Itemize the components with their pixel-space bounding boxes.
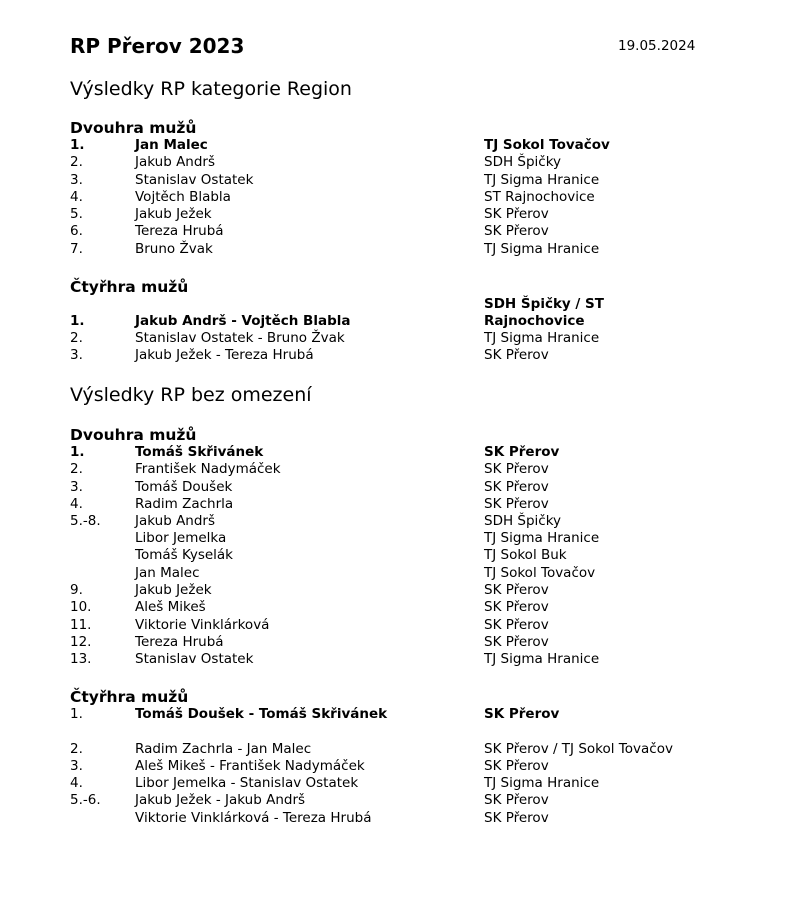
player-name: Vojtěch Blabla	[135, 189, 231, 205]
open-doubles-heading: Čtyřhra mužů	[70, 688, 189, 706]
club-name: SK Přerov	[484, 582, 549, 598]
club-name: ST Rajnochovice	[484, 189, 595, 205]
player-name: Jan Malec	[135, 565, 200, 581]
player-name: Stanislav Ostatek	[135, 651, 254, 667]
table-row	[70, 582, 770, 599]
rank: 3.	[70, 172, 83, 188]
rank: 3.	[70, 347, 83, 363]
rank: 6.	[70, 223, 83, 239]
table-row	[70, 154, 770, 171]
region-singles-heading: Dvouhra mužů	[70, 119, 197, 137]
player-name: Jakub Ježek	[135, 582, 212, 598]
club-name: SK Přerov	[484, 223, 549, 239]
rank: 3.	[70, 479, 83, 495]
club-name: SK Přerov	[484, 206, 549, 222]
pair-names: Jakub Ježek - Tereza Hrubá	[135, 347, 314, 363]
club-name: TJ Sokol Tovačov	[484, 565, 596, 581]
pair-names: Libor Jemelka - Stanislav Ostatek	[135, 775, 359, 791]
club-name: SK Přerov	[484, 758, 549, 774]
club-name: SK Přerov	[484, 634, 549, 650]
rank: 3.	[70, 758, 83, 774]
rank: 1.	[70, 706, 83, 722]
table-row	[70, 313, 770, 330]
table-row	[70, 634, 770, 651]
open-singles-heading: Dvouhra mužů	[70, 426, 197, 444]
club-name: SK Přerov	[484, 617, 549, 633]
table-row	[70, 330, 770, 347]
rank: 5.	[70, 206, 83, 222]
club-name: SK Přerov / TJ Sokol Tovačov	[484, 741, 673, 757]
rank: 2.	[70, 461, 83, 477]
club-name: SK Přerov	[484, 810, 549, 826]
pair-names: Jakub Ježek - Jakub Andrš	[135, 792, 306, 808]
player-name: Tomáš Skřivánek	[135, 444, 264, 460]
club-name: SK Přerov	[484, 496, 549, 512]
player-name: Jakub Andrš	[135, 513, 216, 529]
table-row	[70, 444, 770, 461]
section-heading-open: Výsledky RP bez omezení	[70, 384, 312, 406]
table-row	[70, 137, 770, 154]
table-row	[70, 206, 770, 223]
table-row	[70, 810, 770, 827]
club-name: SK Přerov	[484, 599, 549, 615]
club-name: TJ Sigma Hranice	[484, 530, 600, 546]
table-row	[70, 241, 770, 258]
player-name: Jakub Andrš	[135, 154, 216, 170]
player-name: Tereza Hrubá	[135, 634, 224, 650]
table-row	[70, 617, 770, 634]
region-doubles-heading: Čtyřhra mužů	[70, 278, 189, 296]
document-date: 19.05.2024	[618, 38, 696, 54]
rank: 9.	[70, 582, 83, 598]
pair-names: Viktorie Vinklárková - Tereza Hrubá	[135, 810, 372, 826]
rank: 10.	[70, 599, 92, 615]
rank: 7.	[70, 241, 83, 257]
table-row	[70, 547, 770, 564]
table-row	[70, 741, 770, 758]
pair-names: Stanislav Ostatek - Bruno Žvak	[135, 330, 345, 346]
club-name: SDH Špičky / ST Rajnochovice	[484, 296, 604, 329]
pair-names: Aleš Mikeš - František Nadymáček	[135, 758, 365, 774]
rank: 11.	[70, 617, 92, 633]
rank: 2.	[70, 330, 83, 346]
player-name: František Nadymáček	[135, 461, 281, 477]
table-row	[70, 513, 770, 530]
club-name: TJ Sokol Tovačov	[484, 137, 610, 153]
rank: 1.	[70, 313, 85, 329]
club-name: SK Přerov	[484, 444, 560, 460]
rank: 4.	[70, 496, 83, 512]
player-name: Stanislav Ostatek	[135, 172, 254, 188]
rank: 13.	[70, 651, 92, 667]
club-name: TJ Sigma Hranice	[484, 775, 600, 791]
club-name: SK Přerov	[484, 347, 549, 363]
club-name: SDH Špičky	[484, 154, 562, 170]
rank: 2.	[70, 741, 83, 757]
player-name: Radim Zachrla	[135, 496, 234, 512]
club-name: SK Přerov	[484, 706, 560, 722]
club-name: TJ Sigma Hranice	[484, 330, 600, 346]
club-name: SK Přerov	[484, 479, 549, 495]
rank: 5.-8.	[70, 513, 101, 529]
player-name: Viktorie Vinklárková	[135, 617, 270, 633]
table-row	[70, 530, 770, 547]
table-row	[70, 565, 770, 582]
rank: 2.	[70, 154, 83, 170]
table-row	[70, 651, 770, 668]
rank: 1.	[70, 137, 85, 153]
pair-names: Tomáš Doušek - Tomáš Skřivánek	[135, 706, 388, 722]
player-name: Jan Malec	[135, 137, 208, 153]
section-heading-region: Výsledky RP kategorie Region	[70, 78, 352, 100]
club-name: TJ Sigma Hranice	[484, 172, 600, 188]
table-row	[70, 758, 770, 775]
club-name: SK Přerov	[484, 792, 549, 808]
table-row	[70, 223, 770, 240]
player-name: Tomáš Doušek	[135, 479, 233, 495]
player-name: Jakub Ježek	[135, 206, 212, 222]
table-row	[70, 347, 770, 364]
club-name: SK Přerov	[484, 461, 549, 477]
club-name: TJ Sigma Hranice	[484, 241, 600, 257]
club-name: TJ Sokol Buk	[484, 547, 567, 563]
club-name: TJ Sigma Hranice	[484, 651, 600, 667]
player-name: Tereza Hrubá	[135, 223, 224, 239]
table-row	[70, 706, 770, 723]
rank: 4.	[70, 775, 83, 791]
document-title: RP Přerov 2023	[70, 34, 245, 58]
player-name: Aleš Mikeš	[135, 599, 206, 615]
rank: 12.	[70, 634, 92, 650]
table-row	[70, 496, 770, 513]
player-name: Libor Jemelka	[135, 530, 227, 546]
pair-names: Radim Zachrla - Jan Malec	[135, 741, 312, 757]
rank: 1.	[70, 444, 85, 460]
pair-names: Jakub Andrš - Vojtěch Blabla	[135, 313, 351, 329]
table-row	[70, 172, 770, 189]
rank: 5.-6.	[70, 792, 101, 808]
table-row	[70, 599, 770, 616]
club-name: SDH Špičky	[484, 513, 562, 529]
player-name: Bruno Žvak	[135, 241, 213, 257]
player-name: Tomáš Kyselák	[135, 547, 234, 563]
table-row	[70, 479, 770, 496]
table-row	[70, 189, 770, 206]
table-row	[70, 461, 770, 478]
rank: 4.	[70, 189, 83, 205]
table-row	[70, 775, 770, 792]
table-row	[70, 792, 770, 809]
